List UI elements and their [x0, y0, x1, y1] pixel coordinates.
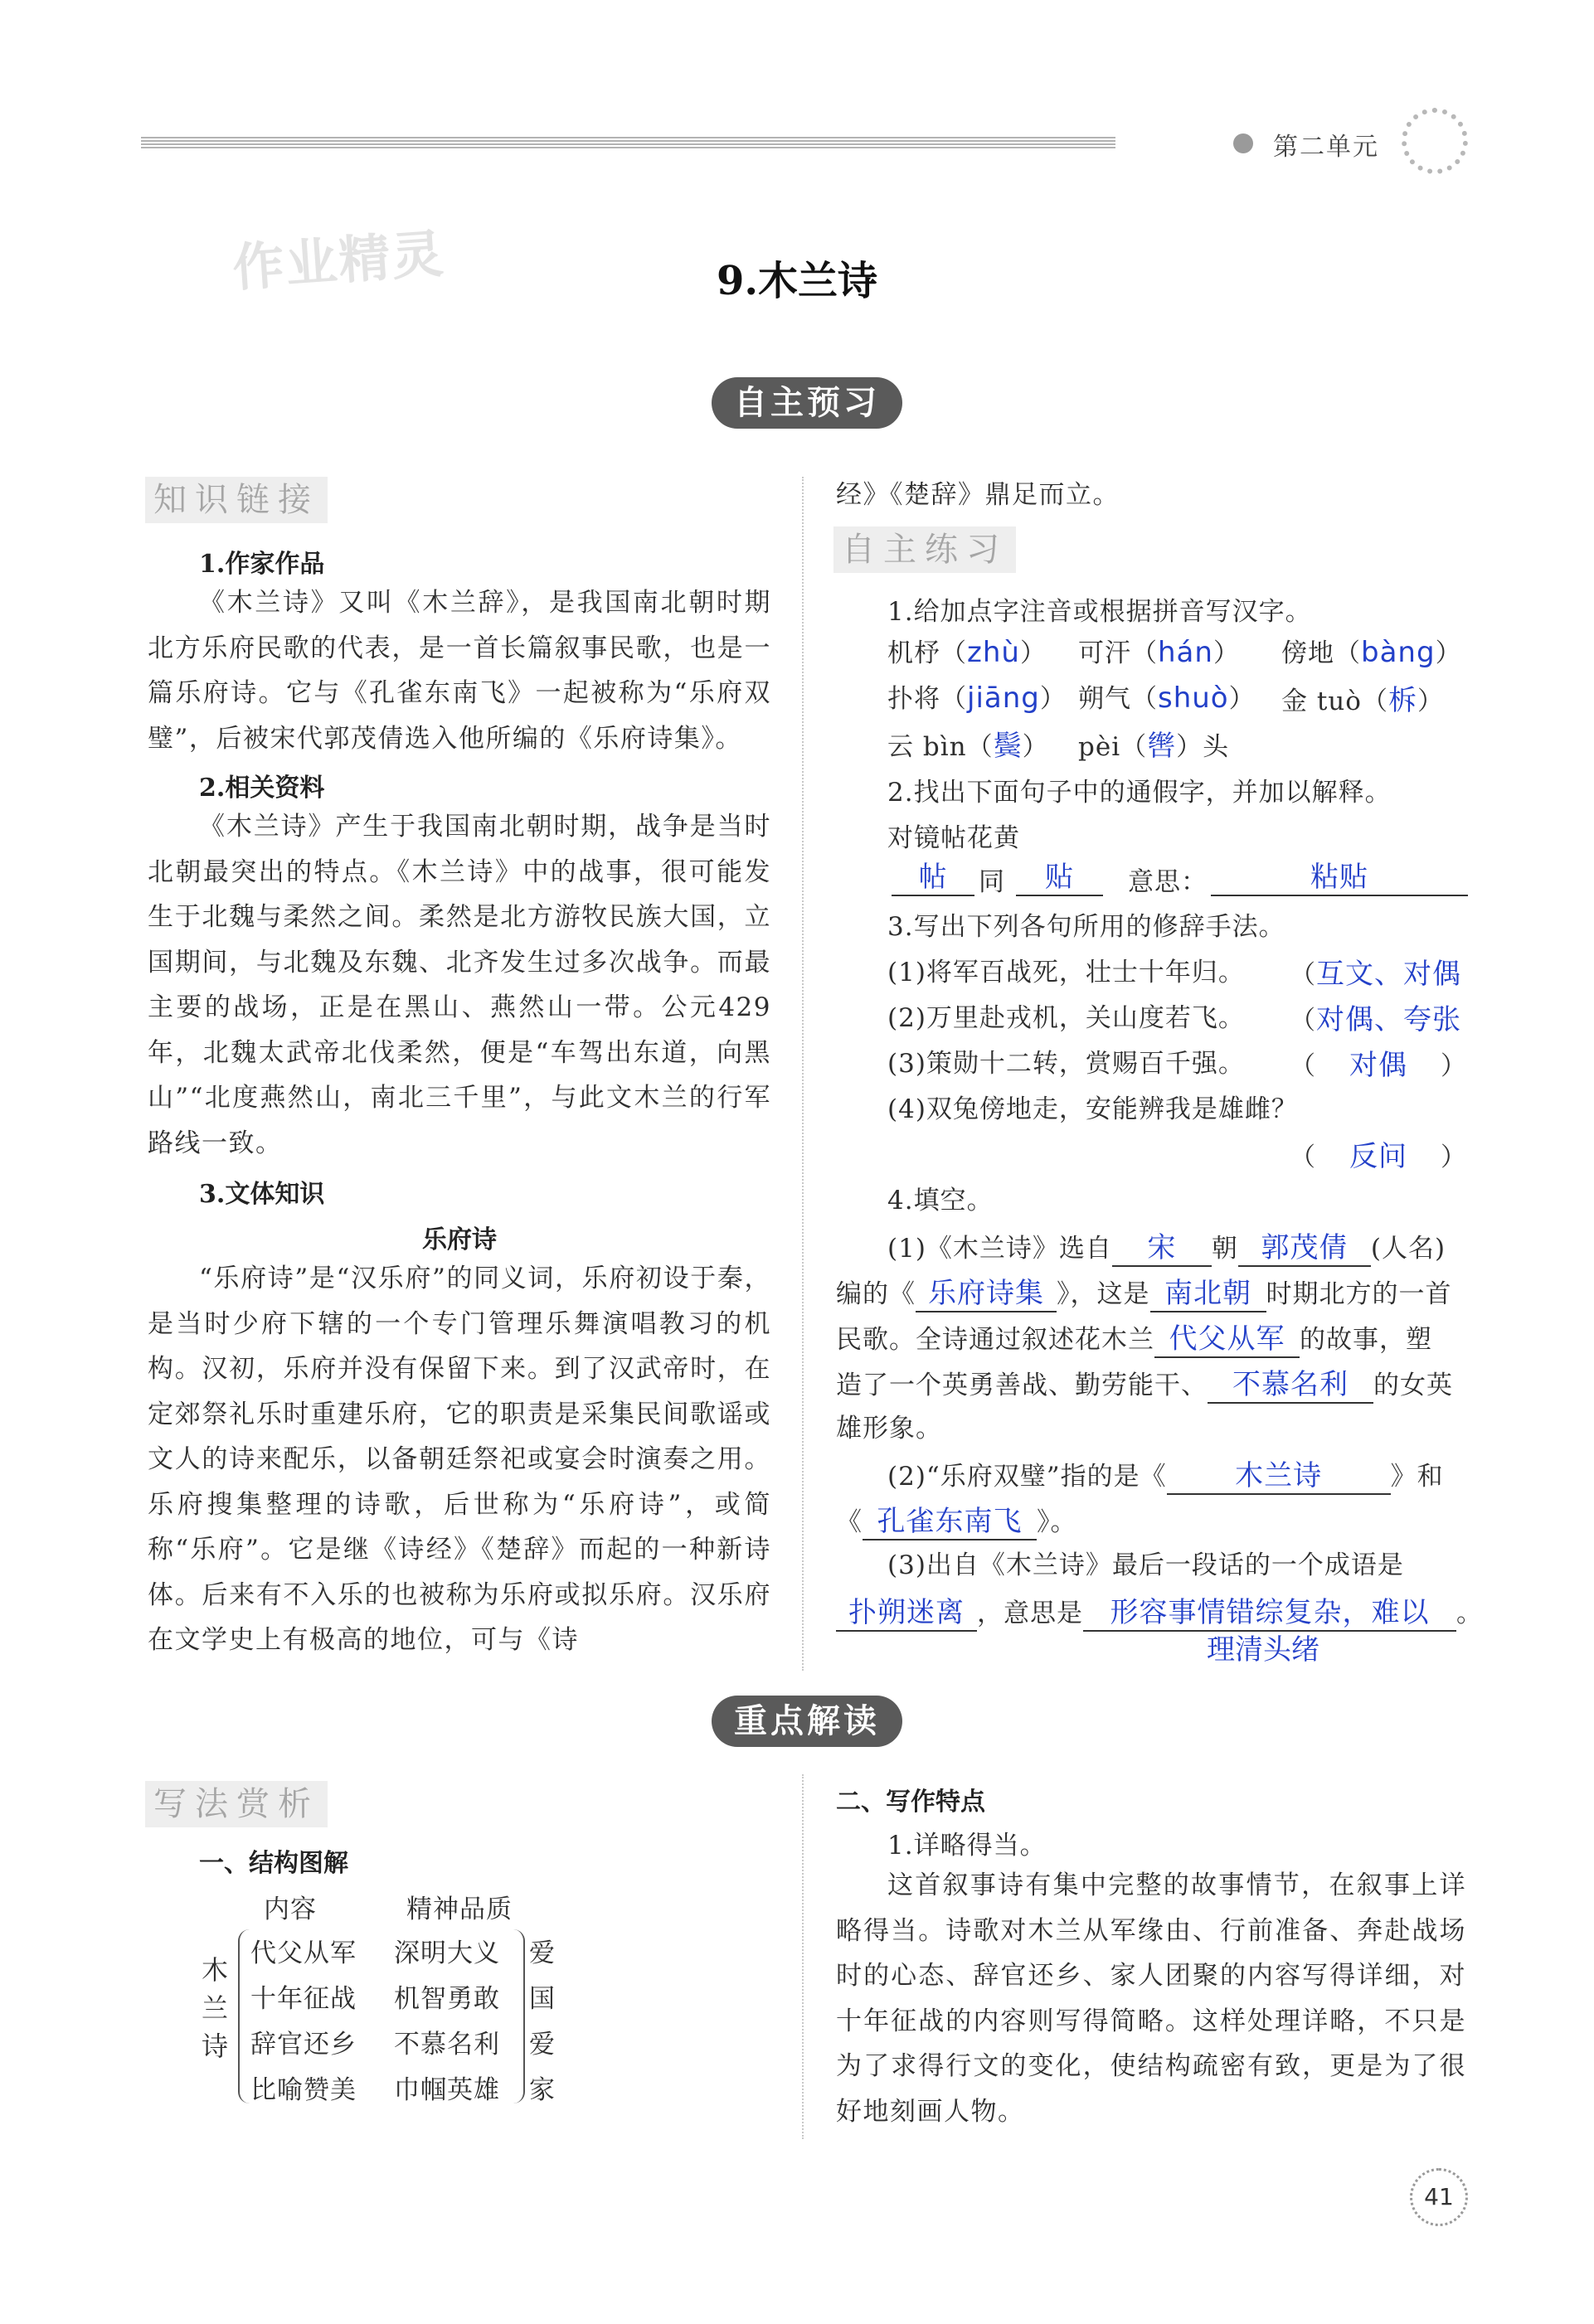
paragraph-author-works: 《木兰诗》又叫《木兰辞》，是我国南北朝时期北方乐府民歌的代表，是一首长篇叙事民歌，也是一篇乐府诗。它与《孔雀东南飞》一起被称为“乐府双璧”，后被宋代郭茂倩选入他所编的《乐府诗集》。	[148, 588, 771, 754]
fill-line-3: 民歌。全诗通过叙述花木兰 代父从军 的故事，塑	[836, 1316, 1432, 1358]
column-divider-bottom	[802, 1774, 804, 2139]
structure-content: 比喻赞美	[250, 2075, 357, 2105]
structure-side: 家	[529, 2075, 556, 2105]
fill-line-9: 扑朔迷离 ，意思是 形容事情错综复杂，难以 。	[836, 1589, 1483, 1632]
paragraph-yuefu-cont: 经》《楚辞》鼎足而立。	[836, 480, 1120, 510]
rhetoric-answer: （对偶、夸张	[1290, 1003, 1461, 1036]
structure-quality: 机智勇敢	[394, 1984, 500, 2014]
question-2-sentence: 对镜帖花黄	[887, 823, 1020, 853]
rhetoric-item: (3)策勋十二转，赏赐百千强。	[887, 1049, 1245, 1079]
pinyin-item: 傍地（bàng）	[1281, 636, 1462, 669]
watermark-logo: 作业精灵	[231, 223, 447, 298]
structure-quality: 深明大义	[394, 1938, 500, 1968]
pinyin-item: pèi（辔）头	[1078, 730, 1230, 763]
rhetoric-answer: （互文、对偶	[1290, 958, 1461, 991]
structure-root: 木兰诗	[202, 1954, 230, 2062]
heading-detail: 1.详略得当。	[887, 1831, 1047, 1861]
fill-line-8: (3)出自《木兰诗》最后一段话的一个成语是	[887, 1550, 1404, 1580]
page-title: 9.木兰诗	[716, 258, 878, 304]
pinyin-item: 云 bìn（鬓）	[887, 730, 1049, 763]
structure-side: 爱	[529, 1938, 556, 1968]
pinyin-item: 朔气（shuò）	[1078, 682, 1256, 715]
heading-genre: 3.文体知识	[199, 1180, 325, 1209]
header-rule	[141, 137, 1115, 148]
rhetoric-item: (2)万里赴戎机，关山度若飞。	[887, 1003, 1245, 1033]
heading-author-works: 1.作家作品	[199, 550, 325, 579]
heading-structure: 一、结构图解	[199, 1849, 348, 1878]
header-dot-icon	[1233, 133, 1253, 153]
question-2: 2.找出下面句子中的通假字，并加以解释。	[887, 778, 1392, 808]
rhetoric-answer: （ 对偶 ）	[1290, 1049, 1467, 1082]
section-knowledge: 知识链接	[145, 477, 328, 523]
fill-line-2: 编的《 乐府诗集 》，这是 南北朝 时期北方的一首	[836, 1270, 1452, 1312]
structure-content: 十年征战	[250, 1984, 357, 2014]
pinyin-item: 扑将（jiāng）	[887, 682, 1067, 715]
fill-line-1: (1)《木兰诗》选自 宋 朝 郭茂倩 (人名)	[887, 1225, 1446, 1267]
structure-brace-right	[512, 1929, 525, 2103]
question-3: 3.写出下列各句所用的修辞手法。	[887, 912, 1285, 942]
rhetoric-answer: （ 反问 ）	[1290, 1140, 1467, 1173]
rhetoric-item: (4)双兔傍地走，安能辨我是雄雌？	[887, 1094, 1298, 1124]
paragraph-features: 这首叙事诗有集中完整的故事情节，在叙事上详略得当。诗歌对木兰从军缘由、行前准备、奔赴战场时的心态、辞官还乡、家人团聚的内容写得详细，对十年征战的内容则写得简略。这样处理详略，不只是为了求得行文的变化，使结构疏密有致，更是为了很好地刻画人物。	[836, 1870, 1466, 2127]
fill-line-5: 雄形象。	[836, 1414, 942, 1443]
banner-key-points: 重点解读	[712, 1696, 902, 1747]
page-number: 41	[1410, 2168, 1468, 2226]
pinyin-item: 可汗（hán）	[1078, 636, 1240, 669]
heading-related-info: 2.相关资料	[199, 774, 325, 803]
fill-line-4: 造了一个英勇善战、勤劳能干、 不慕名利 的女英	[836, 1361, 1453, 1404]
structure-col-quality: 精神品质	[406, 1895, 513, 1924]
dotted-ring-icon	[1402, 108, 1468, 174]
question-1: 1.给加点字注音或根据拼音写汉字。	[887, 597, 1312, 627]
rhetoric-item: (1)将军百战死，壮士十年归。	[887, 958, 1245, 987]
paragraph-related-info: 《木兰诗》产生于我国南北朝时期，战争是当时北朝最突出的特点。《木兰诗》中的战事，很可能发生于北魏与柔然之间。柔然是北方游牧民族大国，立国期间，与北魏及东魏、北齐发生过多次战争。而最主要的战场，正是在黑山、燕然山一带。公元429年，北魏太武帝北伐柔然，便是“车驾出东道，向黑山”“北度燕然山，南北三千里”，与此文木兰的行军路线一致。	[148, 812, 771, 1158]
subheading-yuefu: 乐府诗	[422, 1225, 497, 1254]
structure-side: 爱	[529, 2030, 556, 2060]
fill-answer-cont: 理清头绪	[1207, 1633, 1319, 1667]
structure-quality: 不慕名利	[394, 2030, 500, 2060]
banner-preview: 自主预习	[712, 377, 902, 429]
structure-content: 代父从军	[250, 1938, 357, 1968]
heading-features: 二、写作特点	[836, 1788, 985, 1817]
structure-side: 国	[529, 1984, 556, 2014]
structure-content: 辞官还乡	[250, 2030, 357, 2060]
paragraph-yuefu: “乐府诗”是“汉乐府”的同义词，乐府初设于秦，是当时少府下辖的一个专门管理乐舞演唱教习的机构。汉初，乐府并没有保留下来。到了汉武帝时，在定郊祭礼乐时重建乐府，它的职责是采集民间歌谣或文人的诗来配乐，以备朝廷祭祀或宴会时演奏之用。乐府搜集整理的诗歌，后世称为“乐府诗”，或简称“乐府”。它是继《诗经》《楚辞》而起的一种新诗体。后来有不入乐的也被称为乐府或拟乐府。汉乐府在文学史上有极高的地位，可与《诗	[148, 1264, 771, 1655]
structure-quality: 巾帼英雄	[394, 2075, 500, 2105]
pinyin-item: 机杼（zhù）	[887, 636, 1047, 669]
structure-col-content: 内容	[264, 1895, 317, 1924]
column-divider	[802, 477, 804, 1671]
section-practice: 自主练习	[833, 526, 1016, 573]
fill-line-7: 《 孔雀东南飞 》。	[836, 1498, 1077, 1540]
fill-line-6: (2)“乐府双璧”指的是《 木兰诗 》和	[887, 1453, 1444, 1495]
unit-label: 第二单元	[1273, 133, 1379, 162]
section-writing: 写法赏析	[145, 1781, 328, 1827]
pinyin-item: 金 tuò（柝）	[1281, 684, 1444, 717]
structure-brace	[238, 1929, 251, 2103]
question-4: 4.填空。	[887, 1186, 994, 1215]
question-2-answer: 帖 同 贴 意思： 粘贴	[892, 854, 1472, 895]
